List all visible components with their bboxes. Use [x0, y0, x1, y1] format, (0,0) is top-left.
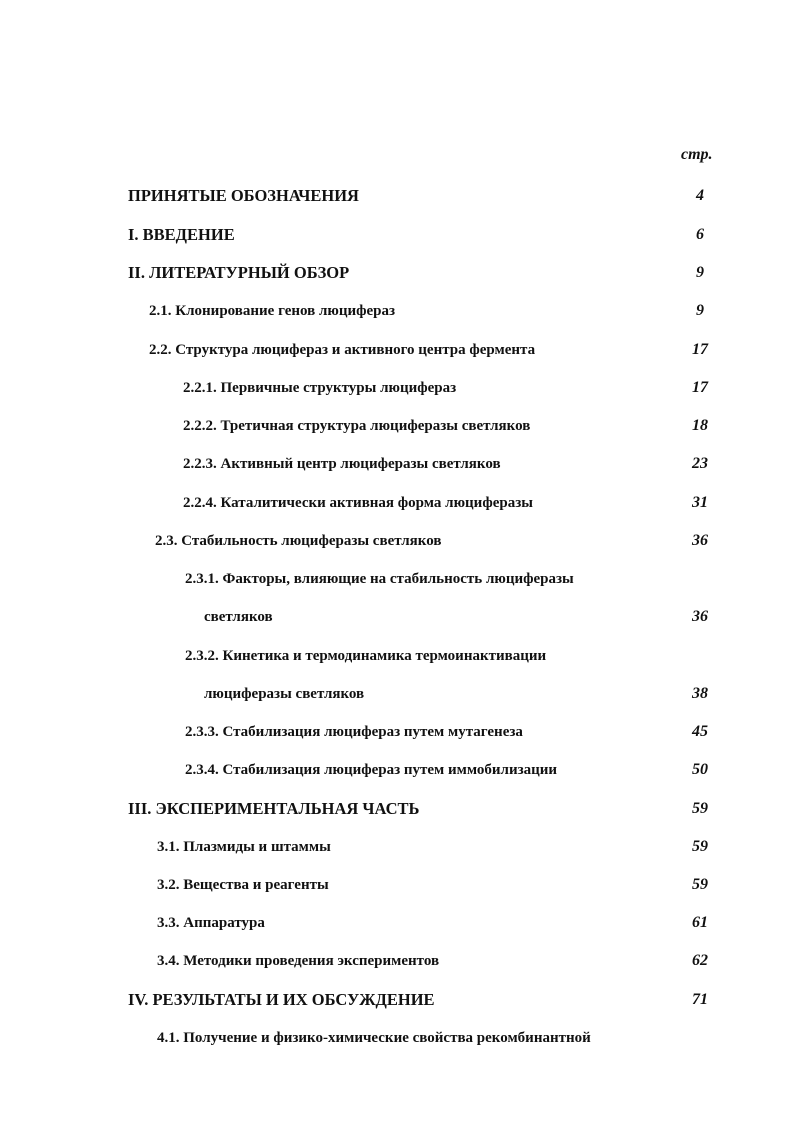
toc-entry-page: 6: [696, 226, 704, 243]
toc-entry-page: 36: [692, 608, 708, 625]
toc-entry: [0, 720, 793, 744]
toc-entry: [0, 988, 793, 1012]
toc-entry-title: 2.2.3. Активный центр люциферазы светляков: [183, 456, 501, 472]
toc-entry: [0, 452, 793, 476]
toc-entry-page: 17: [692, 379, 708, 396]
toc-entry: [0, 299, 793, 323]
toc-entry: [0, 949, 793, 973]
toc-entry: [0, 223, 793, 247]
toc-entry: [0, 184, 793, 208]
toc-entry-title: I. ВВЕДЕНИЕ: [128, 225, 235, 244]
toc-entry: [0, 414, 793, 438]
toc-entry-title: люциферазы светляков: [204, 686, 365, 702]
page-column-label: стр.: [681, 146, 713, 163]
toc-entry-title: ПРИНЯТЫЕ ОБОЗНАЧЕНИЯ: [128, 186, 359, 205]
toc-entry-page: 9: [696, 264, 704, 281]
toc-entry-title: 2.3.4. Стабилизация люцифераз путем иммобилизации: [185, 762, 558, 778]
toc-entry: [0, 644, 793, 668]
toc-entry-page: 59: [692, 876, 708, 893]
toc-entry: [0, 261, 793, 285]
toc-entry-title: 3.2. Вещества и реагенты: [157, 877, 329, 893]
toc-entry-title: 2.2. Структура люцифераз и активного центра фермента: [149, 342, 536, 358]
toc-entry-page: 45: [692, 723, 708, 740]
toc-entry-title: 4.1. Получение и физико-химические свойства рекомбинантной: [157, 1030, 591, 1046]
toc-entry-page: 50: [692, 761, 708, 778]
toc-entry: [0, 835, 793, 859]
toc-entry: [0, 758, 793, 782]
toc-entry: [0, 567, 793, 591]
toc-entry: [0, 529, 793, 553]
toc-entry: [0, 376, 793, 400]
toc-entry-title: 2.2.2. Третичная структура люциферазы светляков: [183, 418, 531, 434]
toc-entry: [0, 682, 793, 706]
toc-entry: [0, 605, 793, 629]
toc-entry: [0, 873, 793, 897]
toc-entry-title: 3.3. Аппаратура: [157, 915, 265, 931]
toc-entry-title: 3.4. Методики проведения экспериментов: [157, 953, 440, 969]
toc-entry-title: IV. РЕЗУЛЬТАТЫ И ИХ ОБСУЖДЕНИЕ: [128, 990, 435, 1009]
toc-entry-page: 59: [692, 800, 708, 817]
toc-entry-page: 61: [692, 914, 708, 931]
toc-entry-title: 2.2.4. Каталитически активная форма люциферазы: [183, 495, 533, 511]
toc-entry-title: III. ЭКСПЕРИМЕНТАЛЬНАЯ ЧАСТЬ: [128, 799, 420, 818]
toc-entry-page: 18: [692, 417, 708, 434]
toc-entry-page: 38: [692, 685, 708, 702]
toc-entry-title: 2.3. Стабильность люциферазы светляков: [155, 533, 442, 549]
toc-entry-page: 31: [692, 494, 708, 511]
toc-entry-page: 62: [692, 952, 708, 969]
toc-entry: [0, 1026, 793, 1050]
toc-entry-title: 2.1. Клонирование генов люцифераз: [149, 303, 396, 319]
toc-entry-page: 17: [692, 341, 708, 358]
toc-entry: [0, 911, 793, 935]
toc-entry-page: 71: [692, 991, 708, 1008]
toc-entry: [0, 338, 793, 362]
toc-entry-title: 2.3.1. Факторы, влияющие на стабильность люциферазы: [185, 571, 574, 587]
toc-entry-title: 3.1. Плазмиды и штаммы: [157, 839, 331, 855]
toc-entry: [0, 797, 793, 821]
toc-entry-title: II. ЛИТЕРАТУРНЫЙ ОБЗОР: [128, 263, 350, 282]
toc-entry-page: 23: [692, 455, 708, 472]
toc-entry-title: 2.3.2. Кинетика и термодинамика термоинактивации: [185, 648, 547, 664]
toc-entry-title: 2.3.3. Стабилизация люцифераз путем мутагенеза: [185, 724, 523, 740]
toc-entry-page: 36: [692, 532, 708, 549]
toc-entry-page: 4: [696, 187, 704, 204]
toc-entry-page: 9: [696, 302, 704, 319]
toc-entry: [0, 491, 793, 515]
toc-entry-title: 2.2.1. Первичные структуры люцифераз: [183, 380, 457, 396]
toc-entry-page: 59: [692, 838, 708, 855]
toc-entry-title: светляков: [204, 609, 273, 625]
